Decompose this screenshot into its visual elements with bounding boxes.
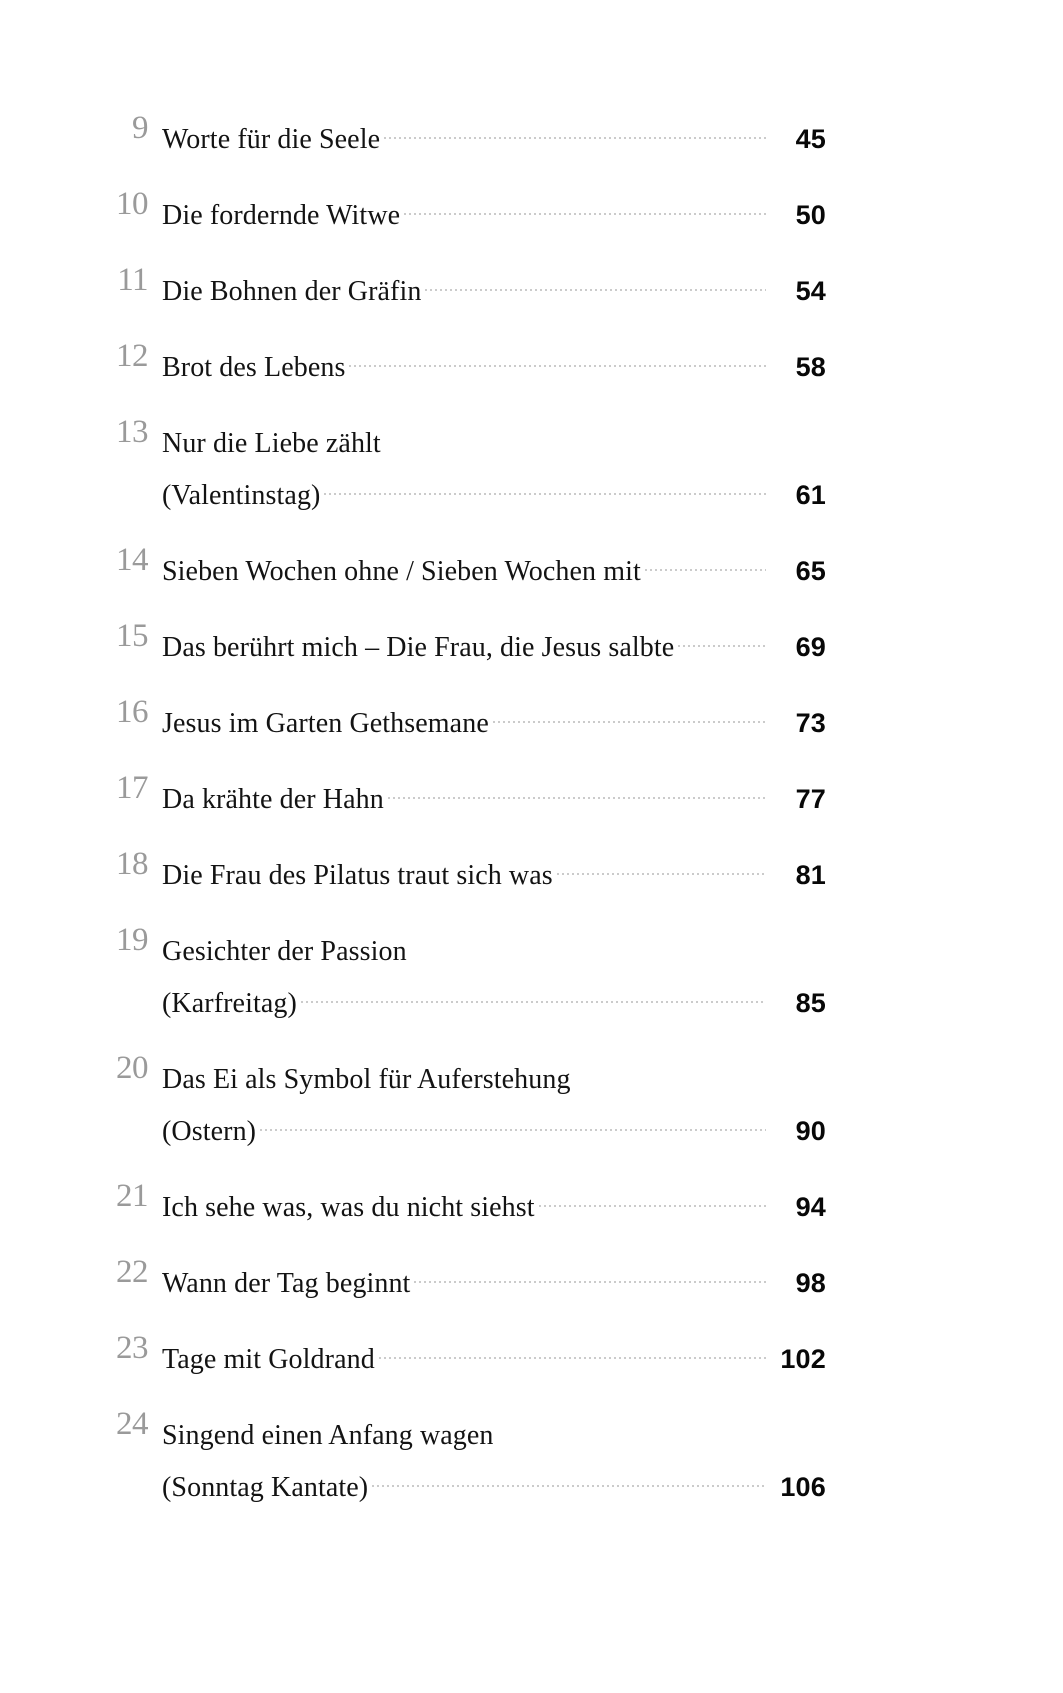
toc-entry[interactable] xyxy=(104,1176,826,1228)
dot-leader xyxy=(301,972,766,1012)
page-number[interactable]: 77 xyxy=(795,784,826,814)
dot-leader xyxy=(372,1456,766,1496)
toc-entry[interactable] xyxy=(104,1048,826,1152)
toc-entry[interactable] xyxy=(104,1328,826,1380)
toc-entry[interactable] xyxy=(104,768,826,820)
toc-entry[interactable] xyxy=(104,616,826,668)
chapter-number: 17 xyxy=(116,770,148,806)
chapter-number: 22 xyxy=(116,1254,148,1290)
chapter-title[interactable]: Brot des Lebens xyxy=(162,352,346,383)
toc-entry-line xyxy=(162,108,826,160)
dot-leader xyxy=(388,768,766,808)
toc-entry-body xyxy=(162,1328,826,1380)
chapter-number: 9 xyxy=(132,110,148,146)
page-number[interactable]: 45 xyxy=(795,124,826,154)
toc-entry-body xyxy=(162,336,826,388)
chapter-title[interactable]: Nur die Liebe zählt xyxy=(162,428,381,459)
toc-entry[interactable] xyxy=(104,260,826,312)
toc-entry[interactable] xyxy=(104,692,826,744)
dot-leader xyxy=(379,1328,766,1368)
chapter-title[interactable]: Die Bohnen der Gräfin xyxy=(162,276,422,307)
page-number[interactable]: 61 xyxy=(795,480,826,510)
toc-entry-list xyxy=(104,108,826,1532)
page-number[interactable]: 102 xyxy=(780,1344,826,1374)
chapter-title[interactable]: Die fordernde Witwe xyxy=(162,200,401,231)
toc-entry-body xyxy=(162,1048,826,1152)
toc-entry-line xyxy=(162,1328,826,1380)
toc-entry-body xyxy=(162,768,826,820)
chapter-number: 11 xyxy=(117,262,148,298)
toc-entry-line xyxy=(162,1100,826,1152)
chapter-number: 18 xyxy=(116,846,148,882)
page-number[interactable]: 90 xyxy=(795,1116,826,1146)
dot-leader xyxy=(557,844,766,884)
toc-entry-body xyxy=(162,412,826,516)
toc-entry-line xyxy=(162,768,826,820)
toc-entry-line xyxy=(162,972,826,1024)
chapter-title[interactable]: (Sonntag Kantate) xyxy=(162,1472,369,1503)
dot-leader xyxy=(414,1252,766,1292)
dot-leader xyxy=(349,336,766,376)
toc-entry[interactable] xyxy=(104,920,826,1024)
page-number-placeholder xyxy=(770,1059,826,1099)
toc-entry-body xyxy=(162,184,826,236)
toc-entry-line xyxy=(162,412,826,464)
toc-entry-line xyxy=(162,1404,826,1456)
dot-leader-blank xyxy=(385,412,766,452)
toc-entry-line xyxy=(162,692,826,744)
toc-entry-body xyxy=(162,1176,826,1228)
dot-leader xyxy=(260,1100,766,1140)
chapter-title[interactable]: Jesus im Garten Gethsemane xyxy=(162,708,489,739)
toc-entry-body xyxy=(162,108,826,160)
toc-entry[interactable] xyxy=(104,540,826,592)
chapter-number: 20 xyxy=(116,1050,148,1086)
dot-leader xyxy=(539,1176,766,1216)
toc-entry[interactable] xyxy=(104,184,826,236)
chapter-number: 15 xyxy=(116,618,148,654)
toc-entry[interactable] xyxy=(104,1404,826,1508)
toc-entry-body xyxy=(162,920,826,1024)
chapter-title[interactable]: Singend einen Anfang wagen xyxy=(162,1420,494,1451)
chapter-number: 21 xyxy=(116,1178,148,1214)
toc-entry-line xyxy=(162,464,826,516)
page-number[interactable]: 81 xyxy=(795,860,826,890)
dot-leader xyxy=(384,108,766,148)
chapter-title[interactable]: Das Ei als Symbol für Auferstehung xyxy=(162,1064,571,1095)
chapter-title[interactable]: (Ostern) xyxy=(162,1116,257,1147)
chapter-title[interactable]: Das berührt mich – Die Frau, die Jesus salbte xyxy=(162,632,675,663)
chapter-title[interactable]: Worte für die Seele xyxy=(162,124,381,155)
chapter-number: 23 xyxy=(116,1330,148,1366)
dot-leader xyxy=(425,260,766,300)
page-number[interactable]: 94 xyxy=(795,1192,826,1222)
dot-leader-blank xyxy=(411,920,766,960)
toc-entry[interactable] xyxy=(104,412,826,516)
dot-leader-blank xyxy=(575,1048,766,1088)
page-number[interactable]: 50 xyxy=(795,200,826,230)
page-number[interactable]: 69 xyxy=(795,632,826,662)
chapter-title[interactable]: Ich sehe was, was du nicht siehst xyxy=(162,1192,535,1223)
toc-entry[interactable] xyxy=(104,336,826,388)
dot-leader xyxy=(678,616,766,656)
toc-entry-line xyxy=(162,920,826,972)
toc-entry-body xyxy=(162,616,826,668)
toc-entry-line xyxy=(162,1252,826,1304)
page-number[interactable]: 58 xyxy=(795,352,826,382)
toc-entry-line xyxy=(162,184,826,236)
toc-entry-line xyxy=(162,1048,826,1100)
dot-leader xyxy=(324,464,766,504)
toc-entry-line xyxy=(162,540,826,592)
dot-leader-blank xyxy=(498,1404,766,1444)
chapter-title[interactable]: Wann der Tag beginnt xyxy=(162,1268,411,1299)
dot-leader xyxy=(404,184,766,224)
chapter-number: 19 xyxy=(116,922,148,958)
chapter-number: 24 xyxy=(116,1406,148,1442)
toc-entry-body xyxy=(162,692,826,744)
page-number-placeholder xyxy=(770,423,826,463)
toc-entry-line xyxy=(162,1456,826,1508)
toc-entry[interactable] xyxy=(104,844,826,896)
chapter-title[interactable]: Die Frau des Pilatus traut sich was xyxy=(162,860,553,891)
page-number[interactable]: 54 xyxy=(795,276,826,306)
dot-leader xyxy=(645,540,766,580)
page-number[interactable]: 106 xyxy=(780,1472,826,1502)
toc-entry-body xyxy=(162,1252,826,1304)
toc-entry-line xyxy=(162,260,826,312)
chapter-number: 10 xyxy=(116,186,148,222)
page-number[interactable]: 65 xyxy=(795,556,826,586)
chapter-title[interactable]: (Karfreitag) xyxy=(162,988,297,1019)
toc-entry-line xyxy=(162,1176,826,1228)
chapter-number: 13 xyxy=(116,414,148,450)
chapter-title[interactable]: Da krähte der Hahn xyxy=(162,784,384,815)
page-number-placeholder xyxy=(770,931,826,971)
chapter-title[interactable]: (Valentinstag) xyxy=(162,480,321,511)
page-number-placeholder xyxy=(770,1415,826,1455)
toc-entry-body xyxy=(162,1404,826,1508)
toc-entry[interactable] xyxy=(104,108,826,160)
toc-entry-line xyxy=(162,336,826,388)
dot-leader xyxy=(493,692,766,732)
toc-entry-body xyxy=(162,260,826,312)
toc-entry[interactable] xyxy=(104,1252,826,1304)
chapter-title[interactable]: Sieben Wochen ohne / Sieben Wochen mit xyxy=(162,556,641,587)
chapter-title[interactable]: Gesichter der Passion xyxy=(162,936,407,967)
page-number[interactable]: 73 xyxy=(795,708,826,738)
chapter-number: 12 xyxy=(116,338,148,374)
toc-entry-body xyxy=(162,844,826,896)
chapter-number: 14 xyxy=(116,542,148,578)
page-number[interactable]: 85 xyxy=(795,988,826,1018)
toc-entry-line xyxy=(162,844,826,896)
page-number[interactable]: 98 xyxy=(795,1268,826,1298)
toc-entry-body xyxy=(162,540,826,592)
toc-entry-line xyxy=(162,616,826,668)
chapter-title[interactable]: Tage mit Goldrand xyxy=(162,1344,375,1375)
chapter-number: 16 xyxy=(116,694,148,730)
